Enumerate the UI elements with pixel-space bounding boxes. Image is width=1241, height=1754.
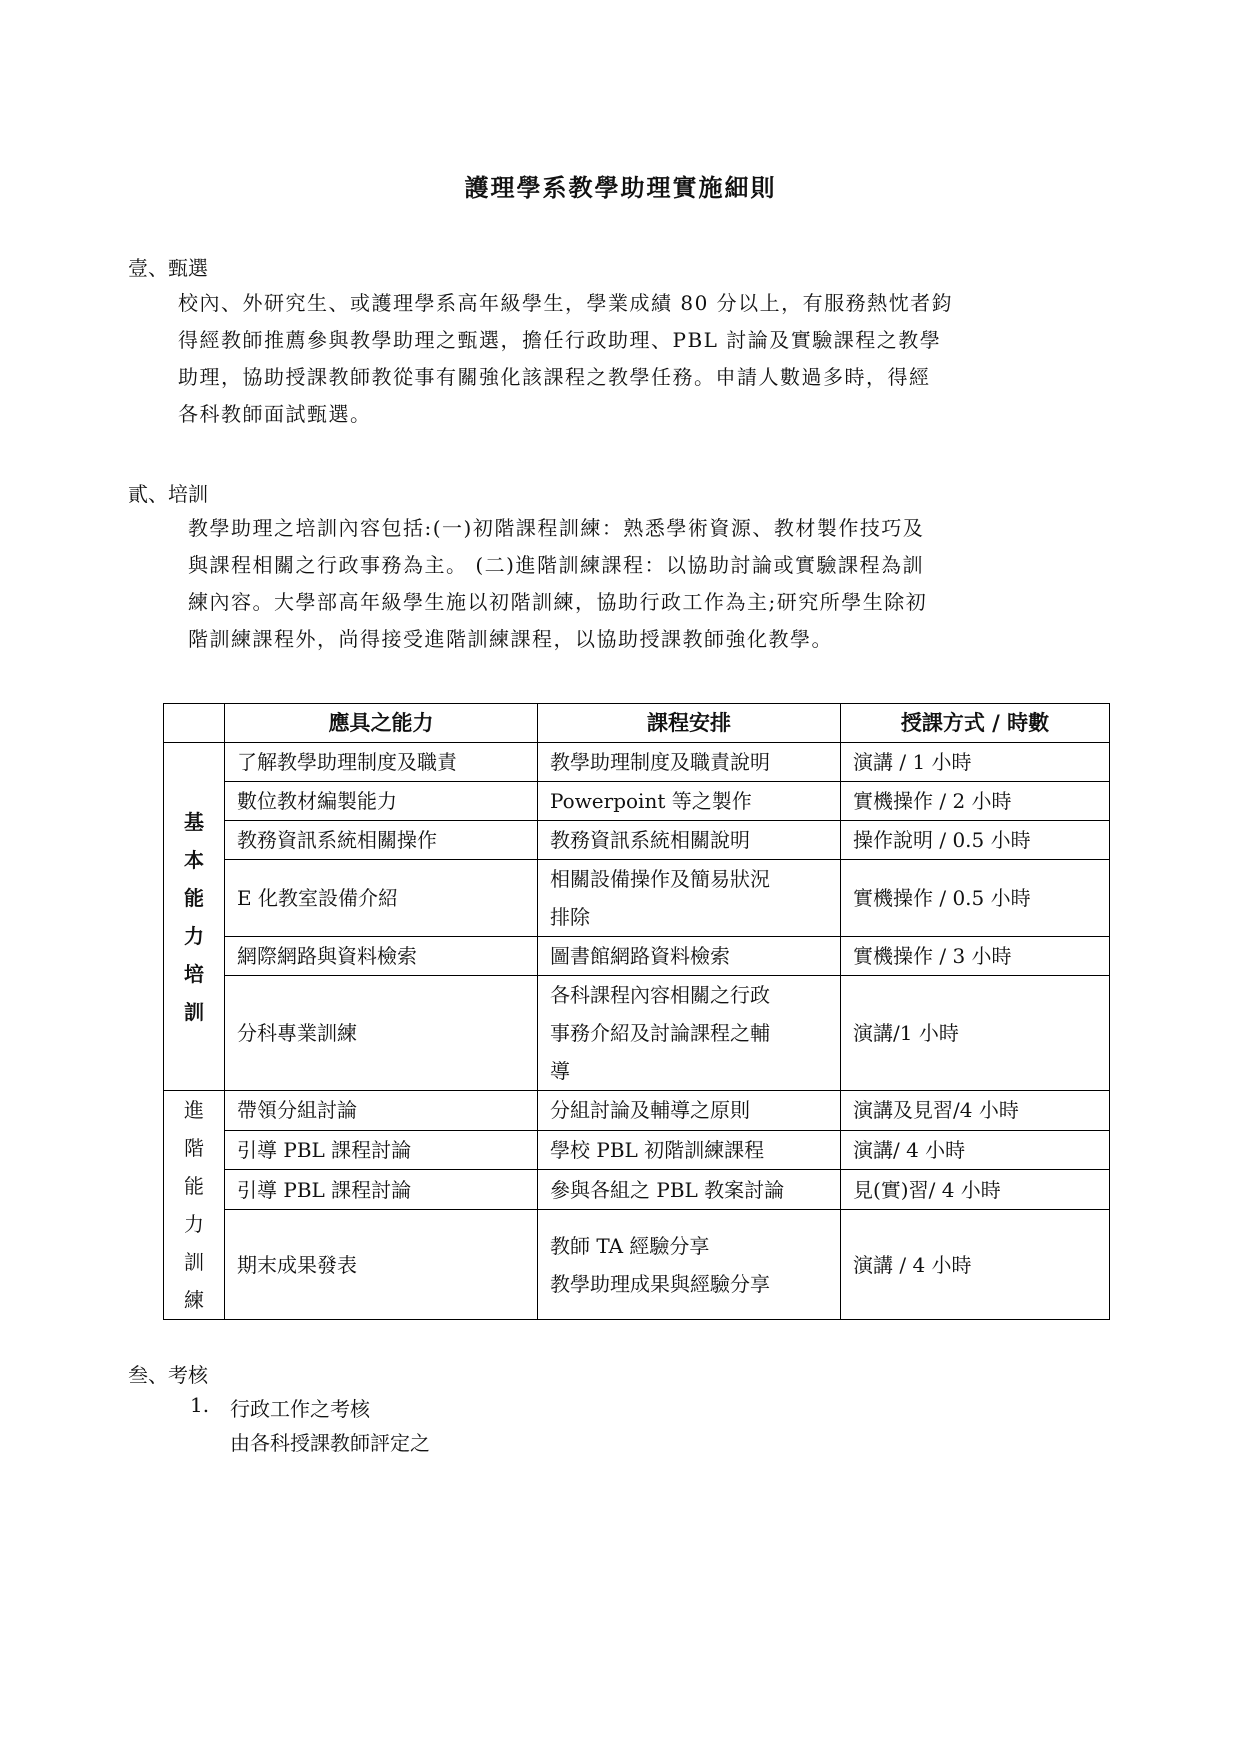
course-cell: 分組討論及輔導之原則 [538, 1091, 841, 1131]
item-number: 1. [190, 1393, 210, 1417]
group-char: 能 [184, 885, 204, 910]
group-char: 進 [184, 1098, 204, 1122]
training-line: 練內容。大學部高年級學生施以初階訓練，協助行政工作為主;研究所學生除初 [188, 590, 928, 614]
ability-cell: 帶領分組討論 [225, 1091, 538, 1131]
course-line: 相關設備操作及簡易狀況 [550, 867, 770, 891]
method-cell: 演講 / 4 小時 [841, 1210, 1110, 1320]
training-table [163, 703, 1110, 1320]
method-cell: 演講及見習/4 小時 [841, 1091, 1110, 1131]
course-line: 事務介紹及討論課程之輔 [550, 1021, 770, 1045]
basic-training-group-label [164, 743, 225, 1091]
ability-cell: 教務資訊系統相關操作 [225, 821, 538, 860]
table-row [164, 1130, 1110, 1170]
ability-cell: 分科專業訓練 [225, 976, 538, 1091]
table-row [164, 782, 1110, 821]
table-row [164, 976, 1110, 1091]
course-cell: Powerpoint 等之製作 [538, 782, 841, 821]
ability-cell: 數位教材編製能力 [225, 782, 538, 821]
table-row [164, 1091, 1110, 1131]
ability-cell: E 化教室設備介紹 [225, 860, 538, 937]
method-cell: 演講 / 1 小時 [841, 743, 1110, 782]
ability-cell: 期末成果發表 [225, 1210, 538, 1320]
method-cell: 演講/1 小時 [841, 976, 1110, 1091]
course-line: 教師 TA 經驗分享 [550, 1233, 710, 1258]
training-line: 教學助理之培訓內容包括:(一)初階課程訓練：熟悉學術資源、教材製作技巧及 [188, 516, 925, 540]
section-heading-assessment: 叁、考核 [128, 1363, 208, 1387]
ability-cell: 引導 PBL 課程討論 [225, 1170, 538, 1210]
header-ability: 應具之能力 [225, 704, 538, 743]
training-line: 階訓練課程外，尚得接受進階訓練課程，以協助授課教師強化教學。 [188, 627, 833, 651]
table-row [164, 1170, 1110, 1210]
section-heading-selection: 壹、甄選 [128, 256, 208, 280]
group-char: 基 [184, 809, 204, 834]
selection-paragraph [178, 285, 953, 433]
course-cell: 學校 PBL 初階訓練課程 [538, 1130, 841, 1170]
item-title: 行政工作之考核 [230, 1397, 370, 1421]
course-cell: 圖書館網路資料檢索 [538, 937, 841, 976]
method-cell: 實機操作 / 2 小時 [841, 782, 1110, 821]
table-row [164, 937, 1110, 976]
course-cell: 參與各組之 PBL 教案討論 [538, 1170, 841, 1210]
selection-line: 校內、外研究生、或護理學系高年級學生，學業成績 80 分以上，有服務熱忱者鈞 [178, 291, 954, 315]
ability-cell: 引導 PBL 課程討論 [225, 1130, 538, 1170]
selection-line: 得經教師推薦參與教學助理之甄選，擔任行政助理、PBL 討論及實驗課程之教學 [178, 328, 942, 352]
table-corner-cell [164, 704, 225, 743]
header-method: 授課方式 / 時數 [841, 704, 1110, 743]
group-char: 訓 [184, 999, 204, 1024]
selection-line: 各科教師面試甄選。 [178, 402, 372, 426]
page-title: 護理學系教學助理實施細則 [464, 173, 777, 202]
training-line: 與課程相關之行政事務為主。 (二)進階訓練課程：以協助討論或實驗課程為訓 [188, 553, 924, 577]
group-char: 培 [184, 961, 204, 986]
method-cell: 操作說明 / 0.5 小時 [841, 821, 1110, 860]
selection-line: 助理，協助授課教師教從事有關強化該課程之教學任務。申請人數過多時，得經 [178, 365, 931, 389]
ability-cell: 了解教學助理制度及職責 [225, 743, 538, 782]
course-cell [538, 1210, 841, 1320]
item-text: 由各科授課教師評定之 [230, 1431, 430, 1455]
method-cell: 實機操作 / 0.5 小時 [841, 860, 1110, 937]
table-row [164, 821, 1110, 860]
training-paragraph [188, 510, 927, 658]
course-line: 排除 [550, 905, 590, 929]
group-char: 練 [184, 1288, 204, 1312]
course-line: 導 [550, 1059, 570, 1083]
group-char: 力 [184, 1212, 204, 1236]
ability-cell: 網際網路與資料檢索 [225, 937, 538, 976]
advanced-training-group-label [164, 1091, 225, 1320]
method-cell: 見(實)習/ 4 小時 [841, 1170, 1110, 1210]
course-cell [538, 860, 841, 937]
group-char: 能 [184, 1174, 204, 1198]
method-cell: 演講/ 4 小時 [841, 1130, 1110, 1170]
section-heading-training: 貳、培訓 [128, 482, 208, 506]
course-line: 各科課程內容相關之行政 [550, 983, 770, 1007]
course-cell: 教學助理制度及職責說明 [538, 743, 841, 782]
group-char: 力 [184, 923, 204, 948]
table-row [164, 743, 1110, 782]
course-line: 教學助理成果與經驗分享 [550, 1271, 770, 1296]
method-cell: 實機操作 / 3 小時 [841, 937, 1110, 976]
table-header-row [164, 704, 1110, 743]
group-char: 本 [184, 847, 204, 872]
table-row [164, 860, 1110, 937]
course-cell [538, 976, 841, 1091]
group-char: 訓 [184, 1250, 204, 1274]
table-row [164, 1210, 1110, 1320]
course-cell: 教務資訊系統相關說明 [538, 821, 841, 860]
group-char: 階 [184, 1136, 204, 1160]
header-course: 課程安排 [538, 704, 841, 743]
